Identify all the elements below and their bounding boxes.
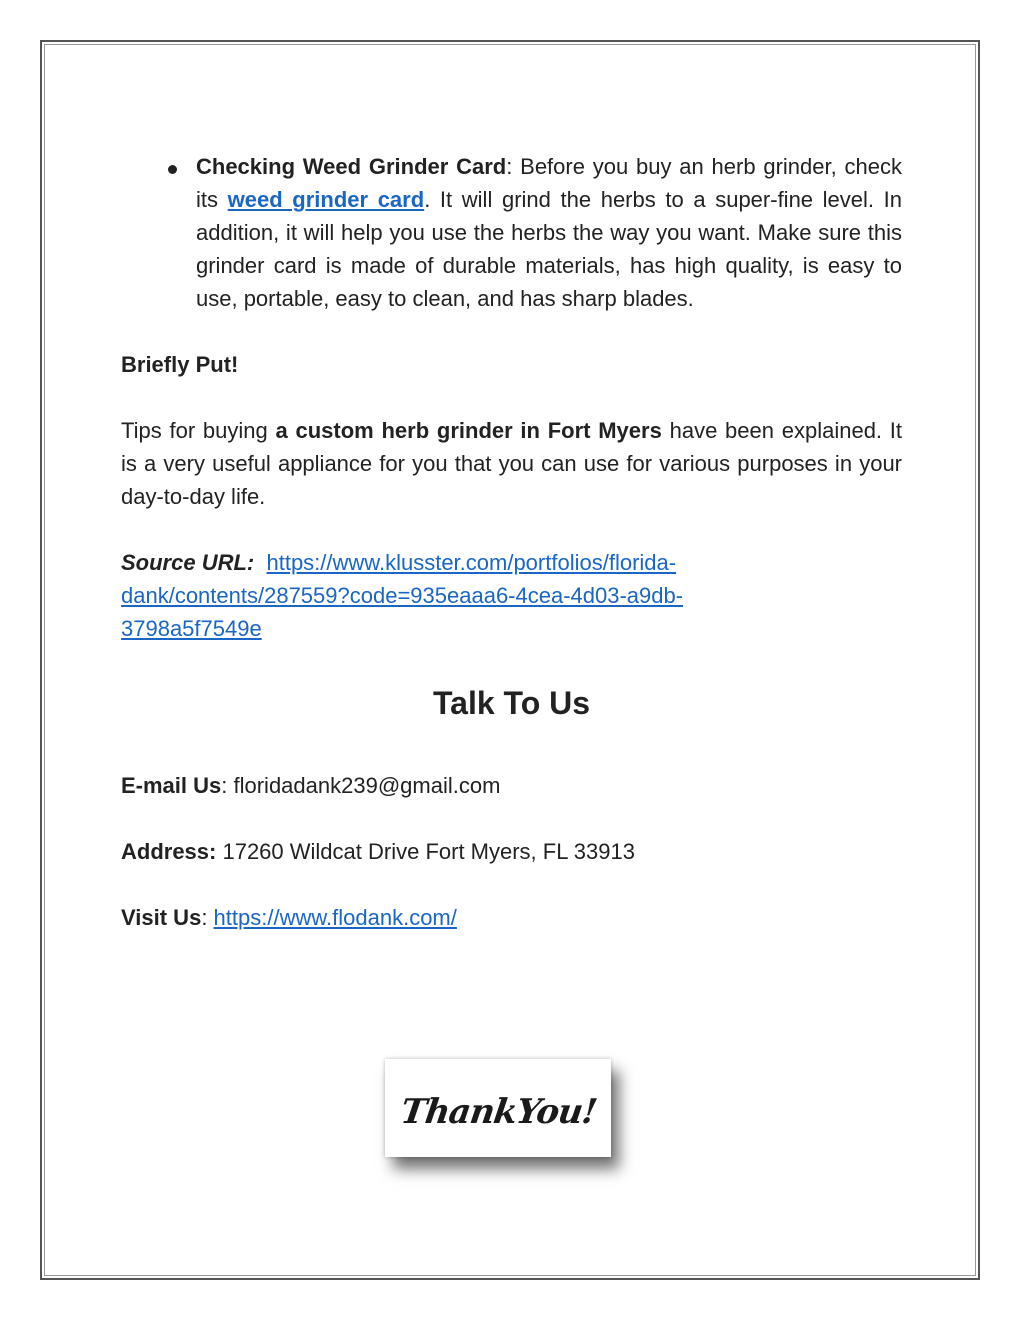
email-line xyxy=(121,769,902,802)
visit-separator: : xyxy=(201,905,214,930)
thank-you-image xyxy=(385,1059,611,1157)
source-url-label: Source URL: xyxy=(121,550,255,575)
weed-grinder-card-link[interactable]: weed grinder card xyxy=(227,187,425,212)
bullet-text: : Before you buy an herb grinder, check its xyxy=(196,154,902,212)
email-value: : floridadank239@gmail.com xyxy=(221,773,501,798)
source-url-line xyxy=(121,546,902,645)
address-label: Address: xyxy=(121,839,217,864)
visit-url-link[interactable]: https://www.flodank.com/ xyxy=(213,905,457,930)
bullet-dot-icon xyxy=(168,165,177,174)
briefly-put-heading: Briefly Put! xyxy=(121,352,239,377)
tips-text: Tips for buying xyxy=(121,418,276,443)
thank-you-lettering-icon xyxy=(385,1059,611,1157)
address-value: 17260 Wildcat Drive Fort Myers, FL 33913 xyxy=(216,839,635,864)
bullet-heading: Checking Weed Grinder Card xyxy=(196,154,507,179)
visit-line xyxy=(121,901,902,934)
email-label: E-mail Us xyxy=(121,773,222,798)
svg-text:ThankYou!: ThankYou! xyxy=(398,1092,599,1132)
document-content xyxy=(121,150,902,934)
source-url-link[interactable]: https://www.klusster.com/portfolios/florida- dank/contents/287559?code=935eaaa6-4cea-4d03-a9db- 3798a5f7549e xyxy=(121,550,684,641)
talk-to-us-heading: Talk To Us xyxy=(432,685,591,721)
tips-bold-text: a custom herb grinder in Fort Myers xyxy=(275,418,662,443)
address-line xyxy=(121,835,902,868)
visit-label: Visit Us xyxy=(121,905,202,930)
bullet-item xyxy=(121,150,902,315)
bullet-text-continued: . It will grind the herbs to a super-fine level. In addition, it will help you use the herbs the way you want. Make sure this grinder card is made of durable materials, has high quality, is easy to use, portable, easy to clean, and has sharp blades. xyxy=(196,187,902,311)
tips-text-continued: have been explained. It is a very useful appliance for you that you can use for various purposes in your day-to-day life. xyxy=(121,418,903,509)
tips-paragraph xyxy=(121,414,902,513)
